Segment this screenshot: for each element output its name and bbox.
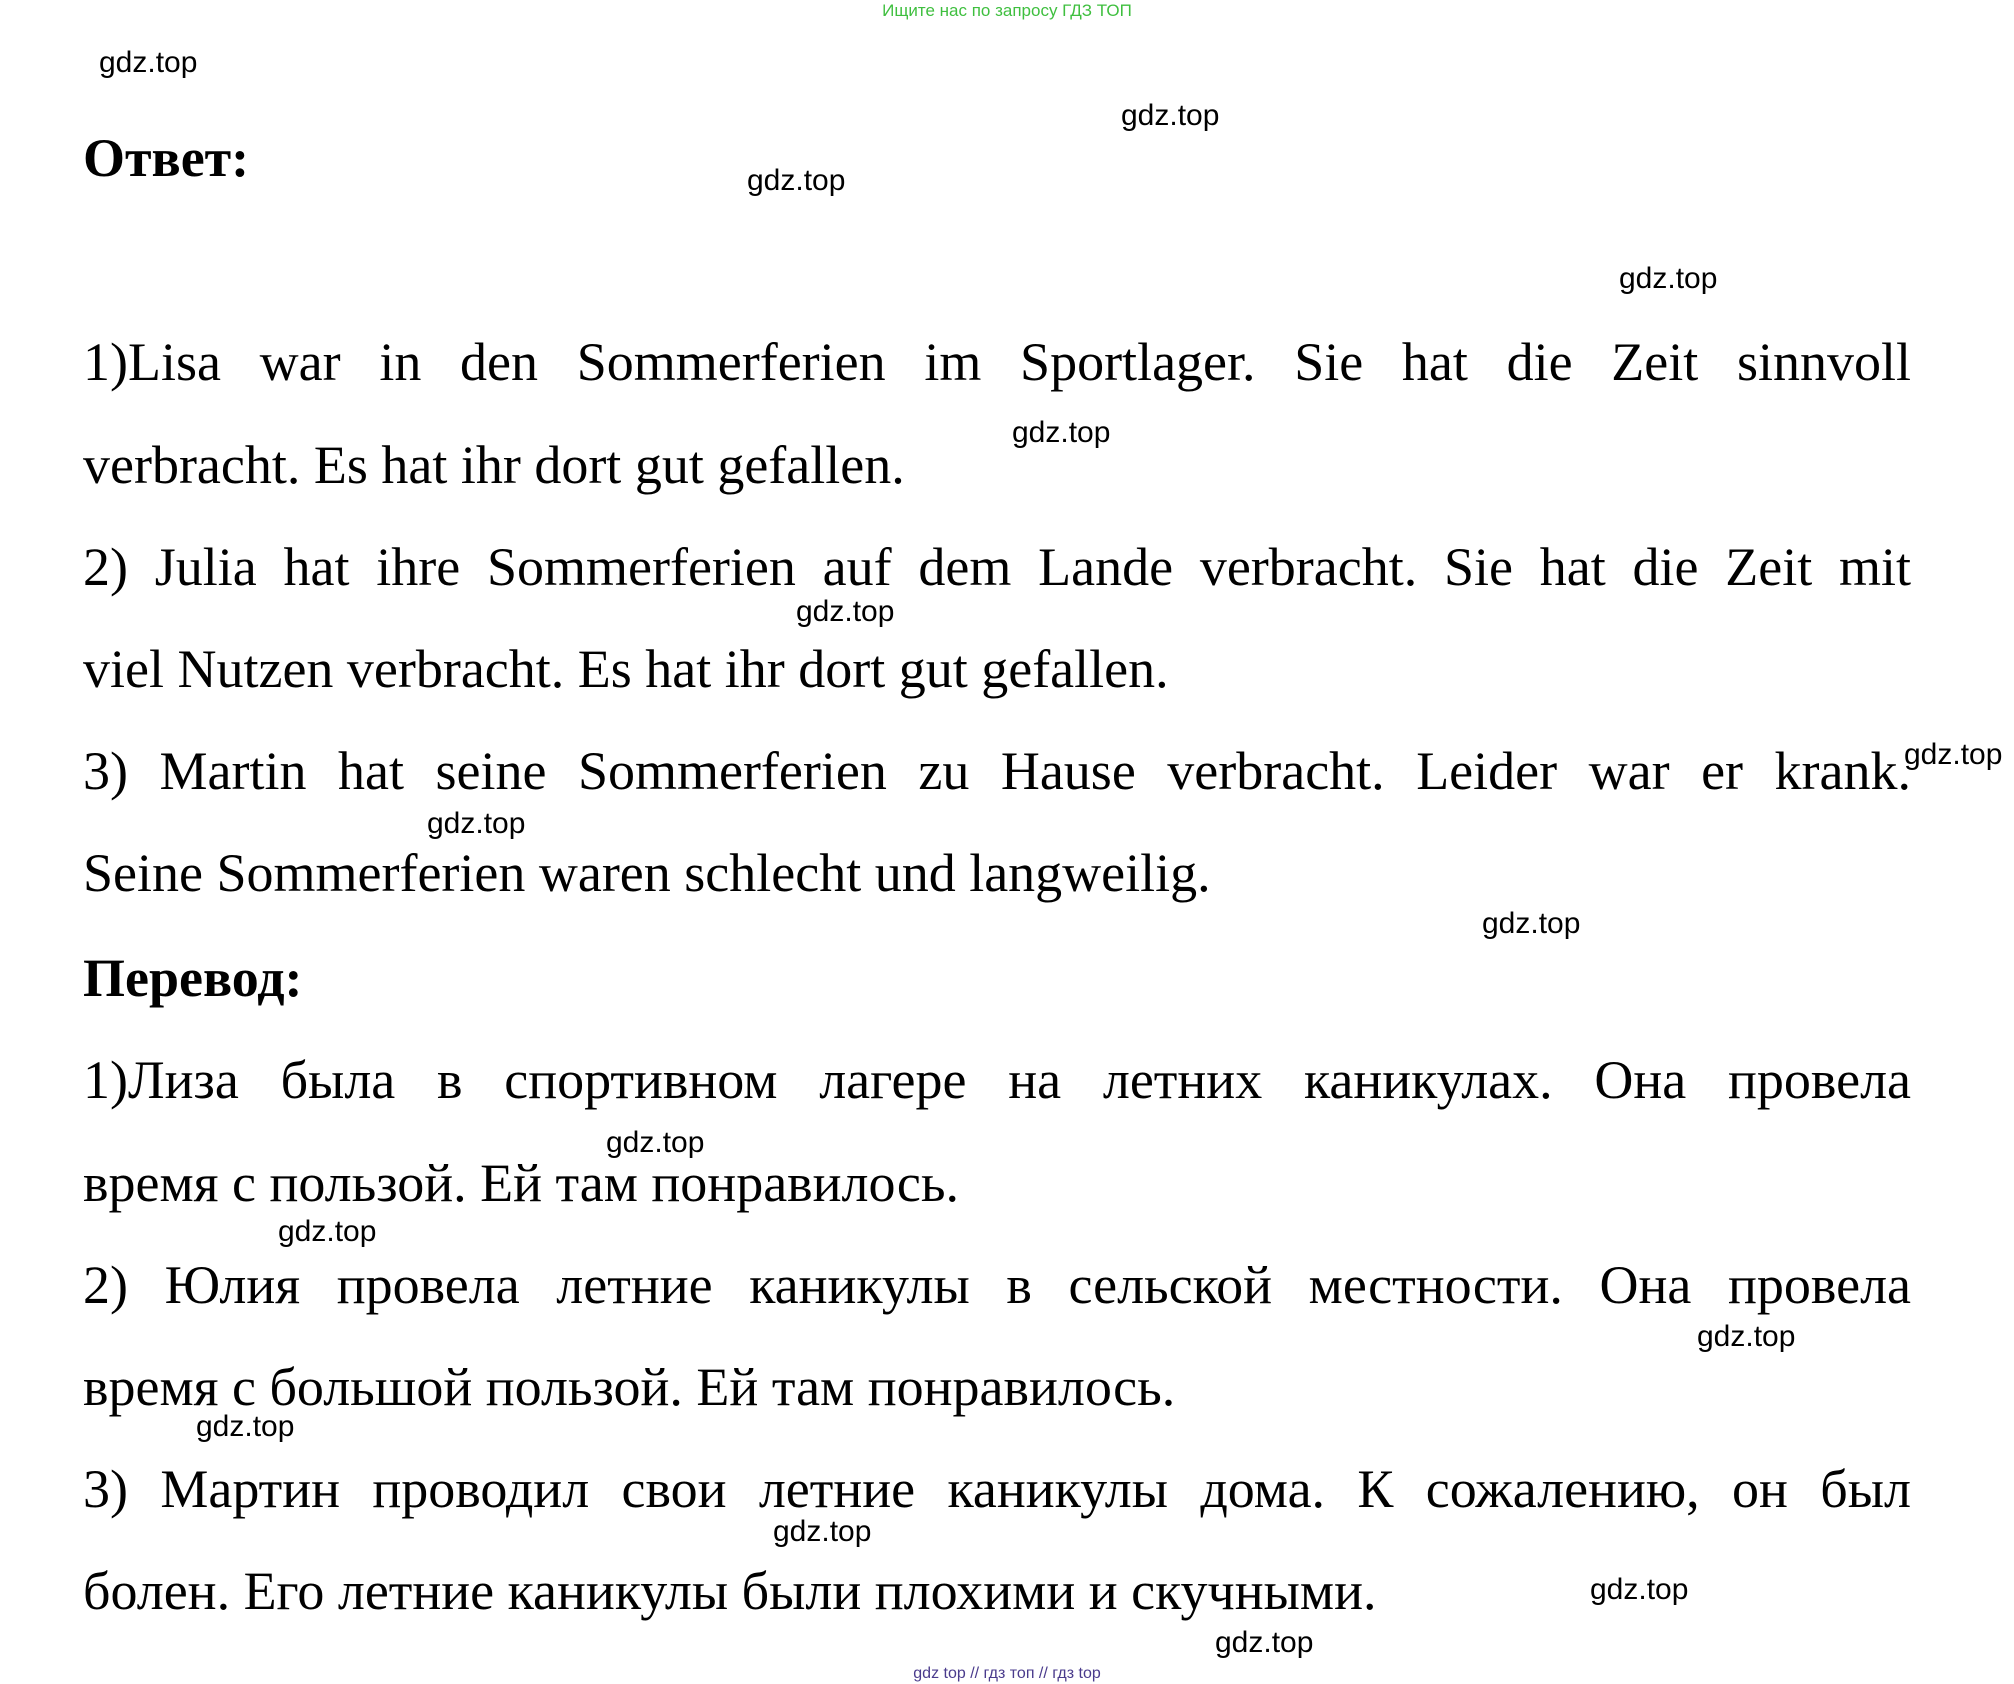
translation-line-6: болен. Его летние каникулы были плохими и скучными. bbox=[83, 1561, 1377, 1621]
top-banner: Ищите нас по запросу ГДЗ ТОП bbox=[882, 1, 1132, 20]
answer-line-5: 3) Martin hat seine Sommerferien zu Hause verbracht. Leider war er krank. bbox=[83, 741, 1911, 801]
watermark: gdz.top bbox=[1482, 907, 1581, 940]
watermark: gdz.top bbox=[747, 164, 846, 197]
watermark: gdz.top bbox=[1619, 262, 1718, 295]
watermark: gdz.top bbox=[1904, 738, 2003, 771]
watermark: gdz.top bbox=[1590, 1573, 1689, 1606]
watermark: gdz.top bbox=[427, 807, 526, 840]
translation-line-4: время с большой пользой. Ей там понравилось. bbox=[83, 1357, 1176, 1417]
answer-heading: Ответ: bbox=[83, 128, 250, 188]
watermark: gdz.top bbox=[796, 595, 895, 628]
watermark: gdz.top bbox=[196, 1410, 295, 1443]
answer-line-3: 2) Julia hat ihre Sommerferien auf dem Lande verbracht. Sie hat die Zeit mit bbox=[83, 537, 1911, 597]
answer-line-2: verbracht. Es hat ihr dort gut gefallen. bbox=[83, 435, 905, 495]
watermark: gdz.top bbox=[1121, 99, 1220, 132]
watermark: gdz.top bbox=[606, 1126, 705, 1159]
watermark: gdz.top bbox=[1215, 1626, 1314, 1659]
translation-line-3: 2) Юлия провела летние каникулы в сельской местности. Она провела bbox=[83, 1255, 1911, 1315]
answer-line-6: Seine Sommerferien waren schlecht und langweilig. bbox=[83, 843, 1211, 903]
translation-line-5: 3) Мартин проводил свои летние каникулы дома. К сожалению, он был bbox=[83, 1459, 1911, 1519]
answer-line-1: 1)Lisa war in den Sommerferien im Sportlager. Sie hat die Zeit sinnvoll bbox=[83, 332, 1911, 392]
watermark: gdz.top bbox=[278, 1215, 377, 1248]
answer-line-4: viel Nutzen verbracht. Es hat ihr dort gut gefallen. bbox=[83, 639, 1169, 699]
bottom-banner: gdz top // гдз топ // гдз top bbox=[913, 1665, 1101, 1682]
translation-line-1: 1)Лиза была в спортивном лагере на летних каникулах. Она провела bbox=[83, 1050, 1911, 1110]
watermark: gdz.top bbox=[1697, 1320, 1796, 1353]
watermark: gdz.top bbox=[773, 1515, 872, 1548]
watermark: gdz.top bbox=[1012, 416, 1111, 449]
translation-line-2: время с пользой. Ей там понравилось. bbox=[83, 1153, 959, 1213]
translation-heading: Перевод: bbox=[83, 948, 303, 1008]
watermark: gdz.top bbox=[99, 46, 198, 79]
